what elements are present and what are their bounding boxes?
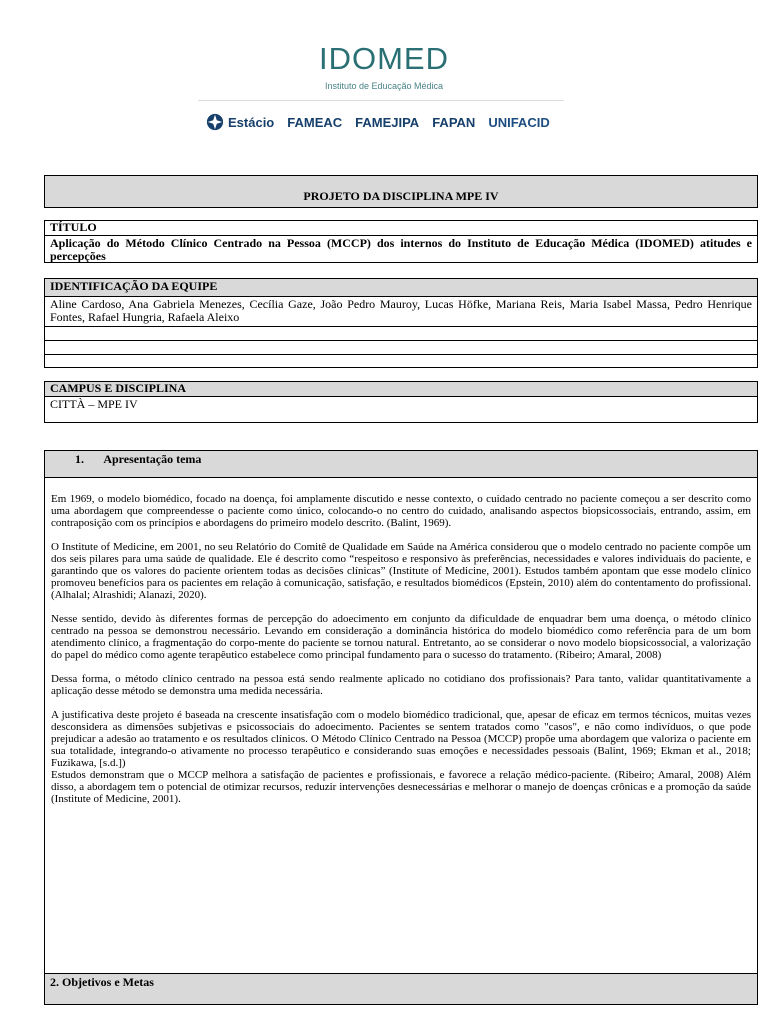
section-1-paragraph: Dessa forma, o método clínico centrado na pessoa está sendo realmente aplicado no cotidiano dos profissionais? Para tanto, validar quantitativamente a aplicação desse método se demonstra uma medida necessária. (51, 673, 751, 697)
section-1-box (44, 450, 758, 1005)
section-1-paragraph: Em 1969, o modelo biomédico, focado na doença, foi amplamente discutido e nesse contexto, o cuidado centrado no paciente começou a ser descrito como uma abordagem que compreendesse o paciente como único, colocando-o no centro do cuidado, analisando aspectos biopsicossociais, entrando, assim, em contraposição com os princípios e abordagens do primeiro modelo descrito. (Balint, 1969). (51, 493, 751, 529)
equipe-value-row (45, 296, 757, 326)
equipe-empty-row-1 (45, 326, 757, 340)
equipe-empty-row-2 (45, 340, 757, 354)
section-1-paragraph: Estudos demonstram que o MCCP melhora a satisfação de pacientes e profissionais, e favorece a relação médico-paciente. (Ribeiro; Amaral, 2008) Além disso, a abordagem tem o potencial de otimizar recursos, reduzir intervenções desnecessárias e melhorar o manejo de doenças crônicas e a promoção da saúde (Institute of Medicine, 2001). (51, 769, 751, 805)
campus-box (44, 381, 758, 423)
estacio-star-icon (206, 113, 224, 131)
section-1-heading (45, 453, 757, 466)
idomed-logo: IDOMED (319, 41, 449, 76)
section-1-paragraph: O Institute of Medicine, em 2001, no seu Relatório do Comitê de Qualidade em Saúde na América considerou que o modelo centrado no paciente compõe um dos seis pilares para uma saúde de qualidade. Ele é descrito como “respeitoso e responsivo às preferências, necessidades e valores individuais do paciente, e garantindo que os valores do paciente orientem todas as decisões clínicas” (Institute of Medicine, 2001). Estudos também apontam que esse modelo clínico promoveu benefícios para os pacientes em relação à comunicação, satisfação, e resultados biomédicos (Epstein, 2010) além do contentamento do profissional. (Alhalal; Alrashidi; Alanazi, 2020). (51, 541, 751, 601)
logo-divider (198, 100, 564, 101)
campus-label: CAMPUS E DISCIPLINA (50, 381, 187, 395)
project-title: PROJETO DA DISCIPLINA MPE IV (303, 189, 499, 203)
document-header (0, 0, 768, 150)
brand-famejipa: FAMEJIPA (355, 114, 420, 130)
equipe-empty-row-3 (45, 354, 757, 367)
equipe-label: IDENTIFICAÇÃO DA EQUIPE (50, 279, 218, 293)
titulo-label: TÍTULO (50, 220, 97, 234)
brand-fameac: FAMEAC (287, 114, 343, 130)
section-1-number: 1. (75, 452, 84, 466)
campus-value: CITTÀ – MPE IV (50, 397, 138, 411)
brand-fapan: FAPAN (432, 114, 476, 130)
section-1-heading-text: Apresentação tema (103, 452, 202, 466)
section-2-heading: 2. Objetivos e Metas (50, 975, 154, 989)
campus-label-row (45, 382, 757, 396)
titulo-box (44, 220, 758, 263)
section-1-heading-row (45, 451, 757, 477)
equipe-value: Aline Cardoso, Ana Gabriela Menezes, Cecília Gaze, João Pedro Mauroy, Lucas Höfke, Mariana Reis, Maria Isabel Massa, Pedro Henrique Fontes, Rafael Hungria, Rafaela Aleixo (50, 297, 752, 324)
project-title-box (44, 175, 758, 208)
section-2-heading-row (45, 973, 757, 1004)
titulo-value-row (45, 235, 757, 262)
brand-estacio (206, 113, 274, 131)
section-1-text (45, 493, 757, 805)
titulo-label-row (45, 221, 757, 235)
equipe-label-row (45, 279, 757, 296)
titulo-value: Aplicação do Método Clínico Centrado na Pessoa (MCCP) dos internos do Instituto de Educação Médica (IDOMED) atitudes e percepções (50, 236, 752, 263)
equipe-box (44, 278, 758, 368)
brand-estacio-label: Estácio (228, 114, 275, 130)
section-1-paragraph: Nesse sentido, devido às diferentes formas de percepção do adoecimento em conjunto da dificuldade de enquadrar bem uma doença, o método clínico centrado na pessoa se demonstrou necessário. Levando em consideração a dominância histórica do modelo biomédico como referência para de um bom atendimento clínico, a fragmentação do corpo-mente do paciente se tornou natural. Entretanto, ao se considerar o novo modelo biopsicossocial, a valorização do papel do médico como agente terapêutico estabelece como principal fundamento para o sucesso do tratamento. (Ribeiro; Amaral, 2008) (51, 613, 751, 661)
idomed-logo-subtitle: Instituto de Educação Médica (324, 81, 444, 91)
brand-unifacid: UNIFACID (488, 114, 550, 130)
partner-brands (206, 111, 550, 133)
section-1-paragraph: A justificativa deste projeto é baseada na crescente insatisfação com o modelo biomédico tradicional, que, apesar de eficaz em termos técnicos, muitas vezes desconsidera as dimensões subjetivas e psicossociais do adoecimento. Pacientes se sentem tratados como "casos", e não como indivíduos, o que pode prejudicar a adesão ao tratamento e os resultados clínicos. O Método Clínico Centrado na Pessoa (MCCP) propõe uma abordagem que valoriza o paciente em sua totalidade, integrando-o ativamente no processo terapêutico e considerando suas emoções e necessidades pessoais (Balint, 1969; Ekman et al., 2018; Fuzikawa, [s.d.]) (51, 709, 751, 769)
section-1-body (45, 477, 757, 973)
campus-value-row (45, 396, 757, 422)
